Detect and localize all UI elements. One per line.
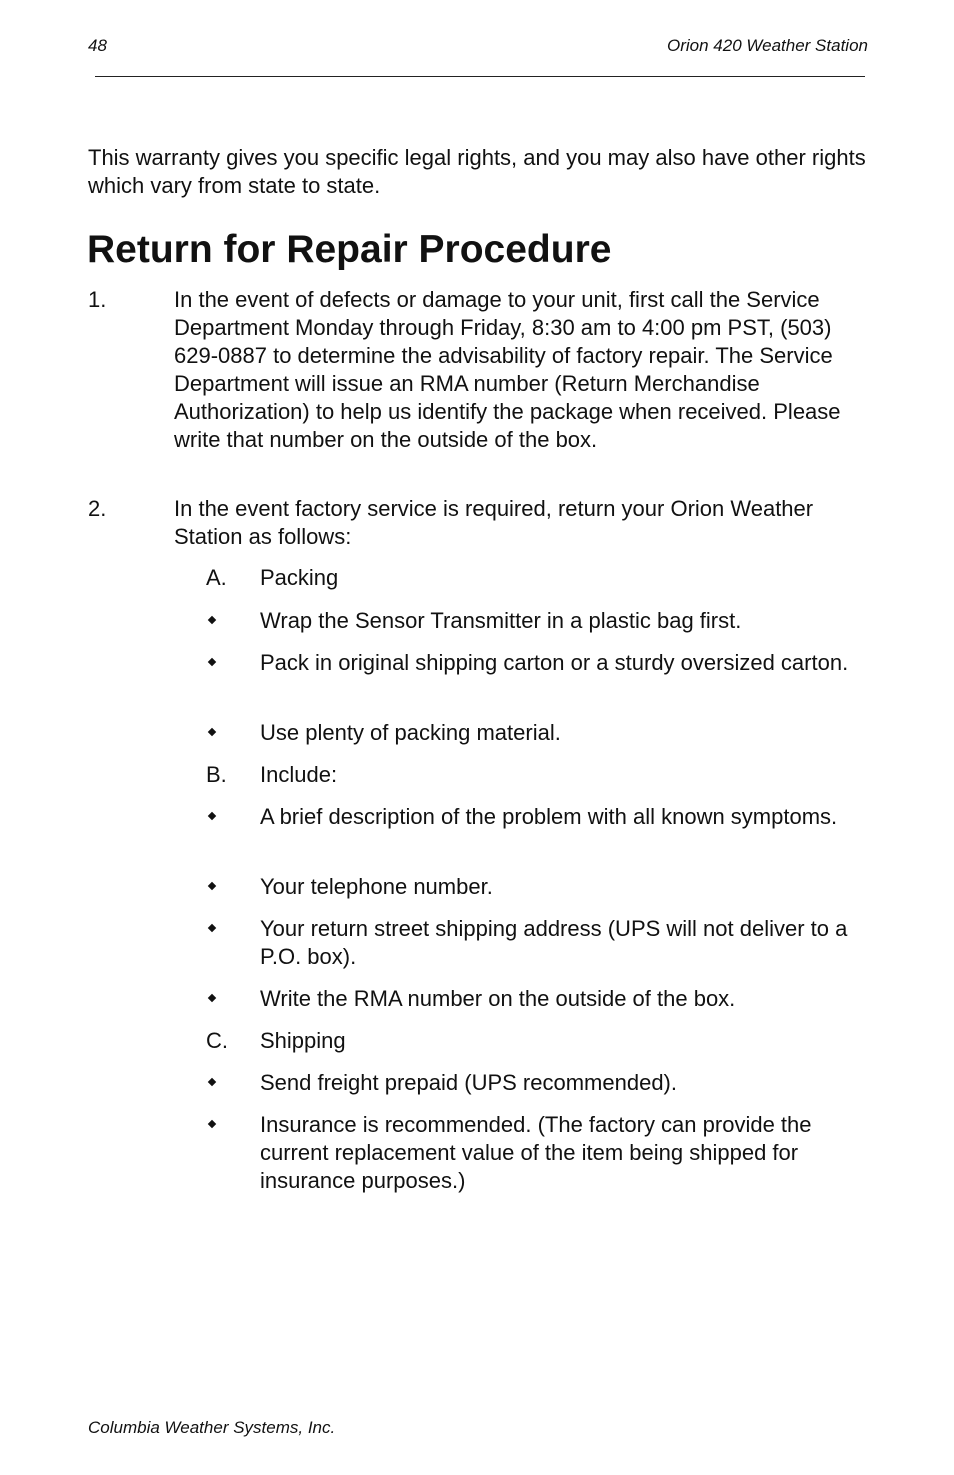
bullet-text: A brief description of the problem with all known symptoms. <box>260 804 838 829</box>
step-number: 1. <box>88 287 107 312</box>
bullet-text: Your telephone number. <box>260 874 493 899</box>
diamond-bullet-icon <box>208 658 216 666</box>
bullet-text: Your return street shipping address (UPS will not deliver to a P.O. box). <box>260 916 848 969</box>
subsection-letter: B. <box>206 762 227 787</box>
footer-company: Columbia Weather Systems, Inc. <box>88 1418 336 1437</box>
section-heading: Return for Repair Procedure <box>87 228 612 271</box>
bullet-text: Insurance is recommended. (The factory can provide the current replacement value of the item being shipped for insurance purposes.) <box>260 1112 812 1193</box>
subsection-title: Shipping <box>260 1028 346 1053</box>
warranty-paragraph: This warranty gives you specific legal rights, and you may also have other rights which vary from state to state. <box>88 145 866 198</box>
bullet-text: Pack in original shipping carton or a sturdy oversized carton. <box>260 650 849 675</box>
diamond-bullet-icon <box>208 1078 216 1086</box>
subsection-letter: C. <box>206 1028 228 1053</box>
subsection-letter: A. <box>206 565 227 590</box>
diamond-bullet-icon <box>208 882 216 890</box>
page-number: 48 <box>88 36 107 55</box>
running-header-title: Orion 420 Weather Station <box>667 36 868 55</box>
bullet-text: Use plenty of packing material. <box>260 720 561 745</box>
subsection-title: Include: <box>260 762 338 787</box>
diamond-bullet-icon <box>208 1120 216 1128</box>
bullet-text: Wrap the Sensor Transmitter in a plastic bag first. <box>260 608 742 633</box>
subsection-title: Packing <box>260 565 339 590</box>
diamond-bullet-icon <box>208 812 216 820</box>
bullet-text: Write the RMA number on the outside of the box. <box>260 986 736 1011</box>
diamond-bullet-icon <box>208 728 216 736</box>
diamond-bullet-icon <box>208 616 216 624</box>
diamond-bullet-icon <box>208 994 216 1002</box>
step-number: 2. <box>88 496 107 521</box>
bullet-text: Send freight prepaid (UPS recommended). <box>260 1070 677 1095</box>
header-rule <box>95 76 865 77</box>
step-text: In the event factory service is required, return your Orion Weather Station as follows: <box>174 496 814 549</box>
step-text: In the event of defects or damage to your unit, first call the Service Department Monday through Friday, 8:30 am to 4:00 pm PST, (503) 629-0887 to determine the advisability of factory repair. The Service Department will issue an RMA number (Return Merchandise Authorization) to help us identify the package when received. Please write that number on the outside of the box. <box>174 287 841 452</box>
diamond-bullet-icon <box>208 924 216 932</box>
